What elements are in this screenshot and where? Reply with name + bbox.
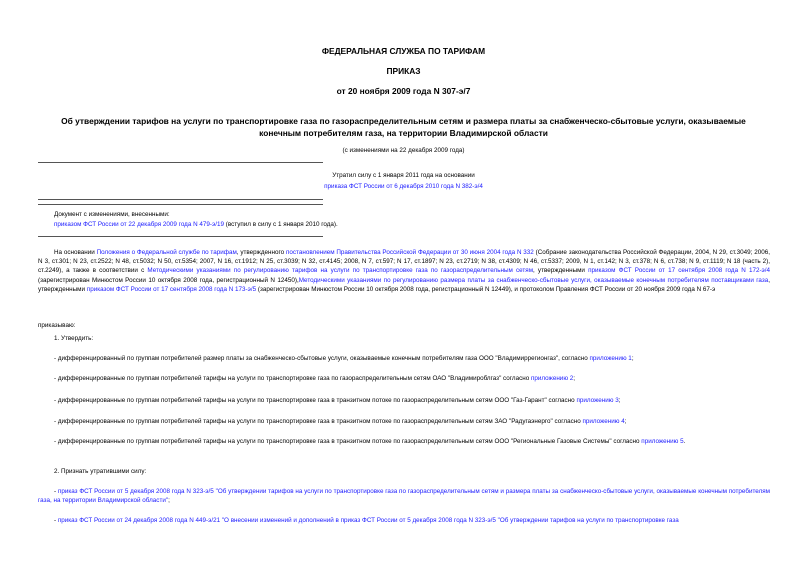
repealed-link-323[interactable]: приказ ФСТ России от 5 декабря 2008 года N 323-э/5 "Об утверждении тарифов на услуги по транспортировке газа по газораспределительным сетям и размера платы за снабженческо-сбытовые услуги, оказываемые конечным потребителям газа, на территории Владимирской области" — [38, 488, 770, 505]
appendix-link-1[interactable]: приложению 1 — [589, 355, 632, 362]
item-1-heading: 1. Утвердить: — [54, 335, 94, 342]
changes-link[interactable]: приказом ФСТ России от 22 декабря 2009 года N 479-э/19 — [54, 221, 224, 228]
divider — [38, 162, 323, 163]
preamble-link-order-172[interactable]: приказом ФСТ России от 17 сентября 2008 года N 172-э/4 — [588, 267, 771, 275]
document-title-line2: конечным потребителям газа, на территории Владимирской области — [259, 128, 548, 138]
lost-force-note: Утратил силу с 1 января 2011 года на основании — [332, 172, 475, 179]
document-title-line1: Об утверждении тарифов на услуги по транспортировке газа по газораспределительным сетям и размера платы за снабженческо-сбытовые услуги, оказываемые — [61, 116, 746, 126]
appendix-link-4[interactable]: приложению 4 — [582, 418, 625, 425]
approval-item: - дифференцированные по группам потребителей тарифы на услуги по транспортировке газа в транзитном потоке по газораспределительным сетям ООО "Региональные Газовые Системы" согласно приложению 5. — [54, 438, 686, 445]
approval-item: - дифференцированные по группам потребителей тарифы на услуги по транспортировке газа в транзитном потоке по газораспределительным сетям ООО "Газ-Гарант" согласно приложению 3; — [54, 397, 621, 404]
edition-note: (с изменениями на 22 декабря 2009 года) — [342, 147, 465, 154]
repealed-item: - приказ ФСТ России от 24 декабря 2008 года N 449-э/21 "О внесении изменений и дополнений в приказ ФСТ России от 5 декабря 2008 года N 323-э/5 "Об утверждении тарифов на услуги по транспортировке газа — [54, 517, 679, 524]
divider — [38, 204, 323, 205]
appendix-link-3[interactable]: приложению 3 — [576, 397, 619, 404]
divider — [38, 236, 323, 237]
document-date-number: от 20 ноября 2009 года N 307-э/7 — [336, 86, 471, 96]
repealed-link-449[interactable]: приказ ФСТ России от 24 декабря 2008 года N 449-э/21 "О внесении изменений и дополнений в приказ ФСТ России от 5 декабря 2008 года N 323-э/5 "Об утверждении тарифов на услуги по транспортировке газа — [57, 517, 679, 524]
divider — [38, 199, 323, 200]
document-type: ПРИКАЗ — [386, 66, 421, 76]
preamble-link-decree[interactable]: постановлением Правительства Российской Федерации от 30 июня 2004 года N 332 — [285, 249, 534, 256]
appendix-link-2[interactable]: приложению 2 — [531, 375, 574, 382]
approval-item: - дифференцированные по группам потребителей тарифы на услуги по транспортировке газа в транзитном потоке по газораспределительным сетям ЗАО "Радугаэнерго" согласно приложению 4; — [54, 418, 627, 425]
order-word: приказываю: — [38, 322, 76, 329]
preamble-link-regulation[interactable]: Положения о Федеральной службе по тарифам — [96, 249, 237, 256]
changes-label: Документ с изменениями, внесенными: — [54, 211, 170, 218]
agency-name: ФЕДЕРАЛЬНАЯ СЛУЖБА ПО ТАРИФАМ — [321, 46, 486, 56]
preamble-link-order-173[interactable]: приказом ФСТ России от 17 сентября 2008 года N 173-э/5 — [86, 285, 257, 293]
lost-force-link[interactable]: приказа ФСТ России от 6 декабря 2010 года N 382-э/4 — [324, 183, 483, 190]
item-2-heading: 2. Признать утратившими силу: — [54, 468, 147, 475]
preamble-link-guidelines-tariffs[interactable]: Методическими указаниями по регулированию тарифов на услуги по транспортировке газа по газораспределительным сетям — [147, 267, 534, 275]
approval-item: - дифференцированные по группам потребителей тарифы на услуги по транспортировке газа по газораспределительным сетям ОАО "Владимироблгаз" согласно приложению 2; — [54, 375, 576, 382]
preamble-paragraph: На основании Положения о Федеральной службе по тарифам, утвержденного постановлением Правительства Российской Федерации от 30 июня 2004 года N 332 (Собрание законодательства Российской Федерации, 2004, N 29, ст.3049; 2006, N 3, ст.301; N 23, ст.2522; N 48, ст.5032; N 50, ст.5354; 2007, N 16, ст.1912; N 25, ст.3039; N 32, ст.4145; 2008, N 7, ст.597; N 17, ст.1897; N 23, ст.2719; N 38, ст.4309; N 46, ст.5337; 2009, N 1, ст.142; N 3, ст.378; N 6, ст.738; N 9, ст.1119; N 18 (часть 2), ст.2249), а также в соответствии с Методическими указаниями по регулированию тарифов на услуги по транспортировке газа по газораспределительным сетям, утвержденными приказом ФСТ России от 17 сентября 2008 года N 172-э/4 (зарегистрирован Минюстом России 10 октября 2008 года, регистрационный N 12450),Методическими указаниями по регулированию размера платы за снабженческо-сбытовые услуги, оказываемые конечным потребителям поставщиками газа, утвержденными приказом ФСТ России от 17 сентября 2008 года N 173-э/5 (зарегистрирован Минюстом России 10 октября 2008 года, регистрационный N 12449), и протоколом Правления ФСТ России от 20 ноября 2009 года N 67-э — [38, 249, 771, 293]
appendix-link-5[interactable]: приложению 5 — [641, 438, 684, 445]
changes-line: приказом ФСТ России от 22 декабря 2009 года N 479-э/19 (вступил в силу с 1 января 2010 года). — [54, 221, 338, 228]
approval-item: - дифференцированный по группам потребителей размер платы за снабженческо-сбытовые услуги, оказываемые конечным потребителям газа ООО "Владимиррегионгаз", согласно приложению 1; — [54, 355, 634, 362]
repealed-item: - приказ ФСТ России от 5 декабря 2008 года N 323-э/5 "Об утверждении тарифов на услуги по транспортировке газа по газораспределительным сетям и размера платы за снабженческо-сбытовые услуги, оказываемые конечным потребителям газа, на территории Владимирской области"; — [38, 488, 770, 505]
preamble-link-guidelines-fee[interactable]: Методическими указаниями по регулированию размера платы за снабженческо-сбытовые услуги, оказываемые конечным потребителям поставщиками газа — [298, 276, 769, 284]
